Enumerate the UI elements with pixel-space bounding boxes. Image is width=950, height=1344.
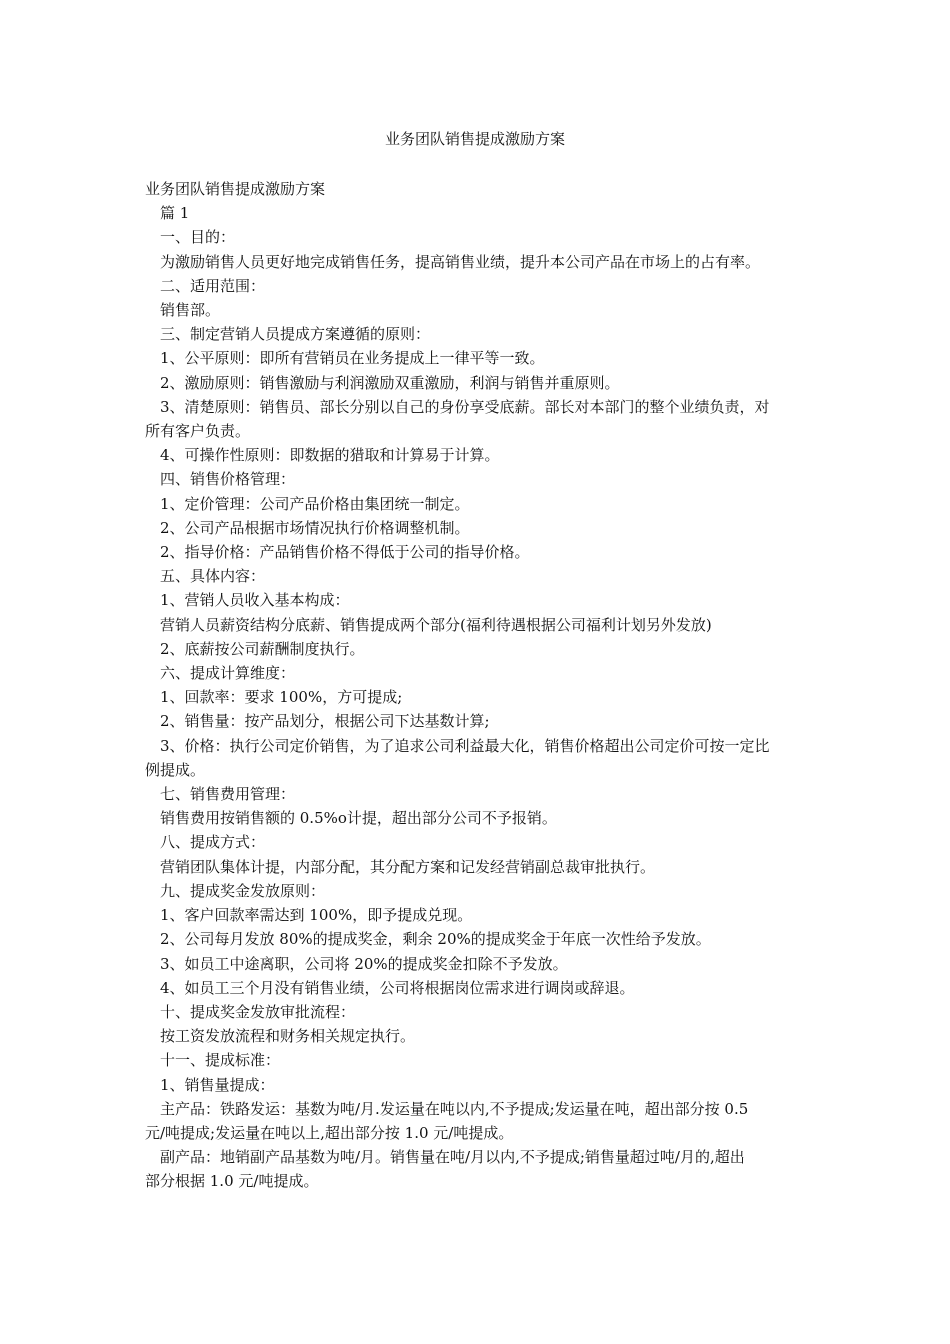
text-line: 2、指导价格：产品销售价格不得低于公司的指导价格。 xyxy=(160,543,530,562)
text-line: 篇 1 xyxy=(160,204,190,223)
document-body xyxy=(145,177,810,1194)
text-line: 2、公司每月发放 80%的提成奖金，剩余 20%的提成奖金于年底一次性给予发放。 xyxy=(160,930,711,949)
text-line: 1、定价管理：公司产品价格由集团统一制定。 xyxy=(160,494,470,513)
text-line: 四、销售价格管理： xyxy=(160,470,296,489)
text-line: 十一、提成标准： xyxy=(160,1051,281,1070)
text-line: 所有客户负责。 xyxy=(145,422,251,441)
text-line: 3、清楚原则：销售员、部长分别以自己的身份享受底薪。部长对本部门的整个业绩负责，对 xyxy=(160,397,770,416)
text-line: 1、回款率：要求 100%，方可提成; xyxy=(160,688,403,707)
text-line: 十、提成奖金发放审批流程： xyxy=(160,1002,356,1021)
text-line: 副产品：地销副产品基数为吨/月。销售量在吨/月以内,不予提成;销售量超过吨/月的,超出 xyxy=(160,1148,745,1167)
text-line: 4、如员工三个月没有销售业绩，公司将根据岗位需求进行调岗或辞退。 xyxy=(160,978,635,997)
text-line: 为激励销售人员更好地完成销售任务，提高销售业绩，提升本公司产品在市场上的占有率。 xyxy=(160,252,761,271)
text-line: 1、客户回款率需达到 100%，即予提成兑现。 xyxy=(160,906,473,925)
text-line: 业务团队销售提成激励方案 xyxy=(145,180,326,198)
text-line: 七、销售费用管理： xyxy=(160,785,296,804)
text-line: 九、提成奖金发放原则： xyxy=(160,881,326,900)
text-line: 主产品：铁路发运：基数为吨/月.发运量在吨以内,不予提成;发运量在吨，超出部分按 0.5 xyxy=(160,1099,749,1118)
text-line: 三、制定营销人员提成方案遵循的原则： xyxy=(160,325,431,344)
text-line: 2、公司产品根据市场情况执行价格调整机制。 xyxy=(160,518,470,537)
text-line: 销售部。 xyxy=(160,301,221,320)
text-line: 2、底薪按公司薪酬制度执行。 xyxy=(160,639,365,658)
text-line: 二、适用范围： xyxy=(160,276,266,295)
text-line: 3、价格：执行公司定价销售，为了追求公司利益最大化，销售价格超出公司定价可按一定比 xyxy=(160,736,770,755)
text-line: 按工资发放流程和财务相关规定执行。 xyxy=(160,1027,416,1046)
text-line: 1、公平原则：即所有营销员在业务提成上一律平等一致。 xyxy=(160,349,545,368)
text-line: 一、目的： xyxy=(160,228,236,247)
text-line: 2、销售量：按产品划分，根据公司下达基数计算; xyxy=(160,712,490,731)
document-title: 业务团队销售提成激励方案 xyxy=(384,130,565,148)
text-line: 2、激励原则：销售激励与利润激励双重激励，利润与销售并重原则。 xyxy=(160,373,620,392)
text-line: 销售费用按销售额的 0.5%o计提，超出部分公司不予报销。 xyxy=(160,809,557,828)
text-line: 六、提成计算维度： xyxy=(160,664,296,683)
text-line: 元/吨提成;发运量在吨以上,超出部分按 1.0 元/吨提成。 xyxy=(145,1123,514,1142)
text-line: 八、提成方式： xyxy=(160,833,266,852)
text-line: 4、可操作性原则：即数据的猎取和计算易于计算。 xyxy=(160,446,500,465)
text-line: 部分根据 1.0 元/吨提成。 xyxy=(145,1172,319,1191)
text-line: 五、具体内容： xyxy=(160,567,266,586)
text-line: 3、如员工中途离职，公司将 20%的提成奖金扣除不予发放。 xyxy=(160,954,568,973)
text-line: 营销人员薪资结构分底薪、销售提成两个部分(福利待遇根据公司福利计划另外发放) xyxy=(160,615,712,634)
text-line: 营销团队集体计提，内部分配，其分配方案和记发经营销副总裁审批执行。 xyxy=(160,857,656,876)
text-line: 1、营销人员收入基本构成： xyxy=(160,591,350,610)
text-line: 1、销售量提成： xyxy=(160,1075,275,1094)
text-line: 例提成。 xyxy=(145,760,206,779)
